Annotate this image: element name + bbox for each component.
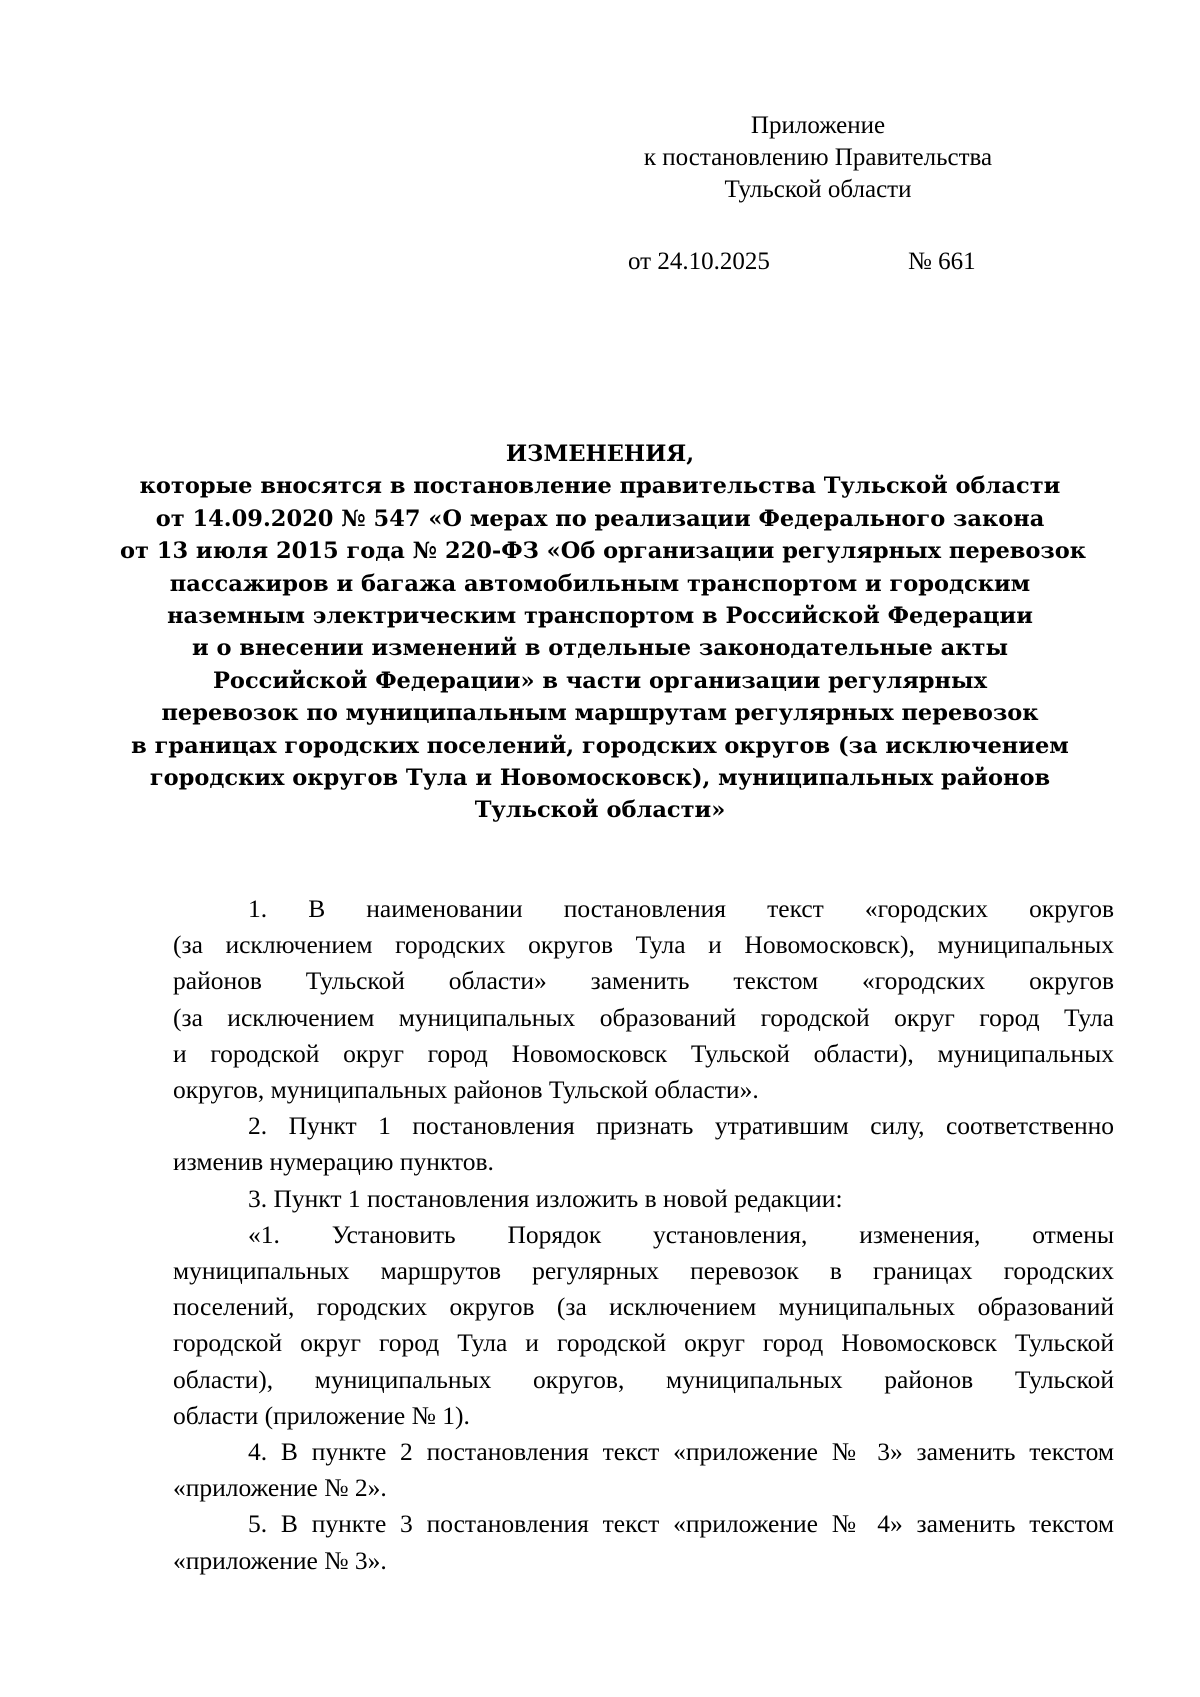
paragraph-line: области), муниципальных округов, муниципальных районов Тульской: [173, 1364, 1114, 1394]
heading-line: от 13 июля 2015 года № 220-ФЗ «Об организации регулярных перевозок: [120, 538, 1087, 565]
appendix-number: № 661: [908, 248, 976, 275]
paragraph-4: [173, 1434, 1114, 1506]
paragraph-line: «1. Установить Порядок установления, изменения, отмены: [248, 1219, 1114, 1249]
heading-line: наземным электрическим транспортом в Российской Федерации: [167, 603, 1033, 630]
paragraph-line: 3. Пункт 1 постановления изложить в новой редакции:: [248, 1183, 843, 1213]
paragraph-line: «приложение № 3».: [173, 1545, 387, 1575]
heading-line: от 14.09.2020 № 547 «О мерах по реализации Федерального закона: [155, 505, 1045, 532]
heading-line: которые вносятся в постановление правительства Тульской области: [139, 473, 1061, 500]
paragraph-quoted-item: [173, 1217, 1114, 1434]
paragraph-3: [173, 1181, 1114, 1217]
paragraph-line: 5. В пункте 3 постановления текст «приложение № 4» заменить текстом: [248, 1509, 1114, 1539]
paragraph-line: «приложение № 2».: [173, 1473, 387, 1503]
paragraph-line: поселений, городских округов (за исключением муниципальных образований: [173, 1292, 1114, 1322]
appendix-date: от 24.10.2025: [628, 248, 770, 275]
paragraph-line: 2. Пункт 1 постановления признать утратившим силу, соответственно: [248, 1111, 1114, 1141]
heading-line: и о внесении изменений в отдельные законодательные акты: [191, 635, 1008, 662]
appendix-title: Приложение: [750, 112, 886, 139]
paragraph-1: [173, 891, 1114, 1108]
heading-line: в границах городских поселений, городских округов (за исключением: [131, 732, 1069, 759]
paragraph-line: (за исключением городских округов Тула и Новомосковск), муниципальных: [173, 930, 1114, 960]
appendix-block: [598, 110, 1038, 206]
paragraph-line: изменив нумерацию пунктов.: [173, 1147, 494, 1177]
paragraph-line: и городской округ город Новомосковск Тульской области), муниципальных: [173, 1038, 1114, 1068]
document-body: [173, 891, 1114, 1579]
appendix-region: Тульской области: [724, 176, 912, 203]
heading-line: городских округов Тула и Новомосковск), муниципальных районов: [149, 765, 1051, 792]
heading-line: Тульской области»: [474, 797, 726, 824]
heading-line: Российской Федерации» в части организации регулярных: [213, 667, 987, 694]
paragraph-line: районов Тульской области» заменить текстом «городских округов: [173, 966, 1114, 996]
document-heading: [120, 438, 1087, 827]
paragraph-line: области (приложение № 1).: [173, 1400, 470, 1430]
paragraph-2: [173, 1108, 1114, 1180]
paragraph-line: 1. В наименовании постановления текст «городских округов: [248, 894, 1114, 923]
paragraph-line: муниципальных маршрутов регулярных перевозок в границах городских: [173, 1256, 1114, 1286]
paragraph-5: [173, 1506, 1114, 1578]
heading-line: перевозок по муниципальным маршрутам регулярных перевозок: [161, 700, 1039, 727]
heading-title: ИЗМЕНЕНИЯ,: [505, 441, 695, 467]
paragraph-line: 4. В пункте 2 постановления текст «приложение № 3» заменить текстом: [248, 1437, 1114, 1467]
appendix-reference: к постановлению Правительства: [643, 144, 993, 171]
heading-line: пассажиров и багажа автомобильным транспортом и городским: [169, 570, 1031, 597]
paragraph-line: округов, муниципальных районов Тульской области».: [173, 1075, 759, 1105]
paragraph-line: городской округ город Тула и городской округ город Новомосковск Тульской: [173, 1328, 1114, 1358]
paragraph-line: (за исключением муниципальных образований городской округ город Тула: [173, 1002, 1114, 1032]
